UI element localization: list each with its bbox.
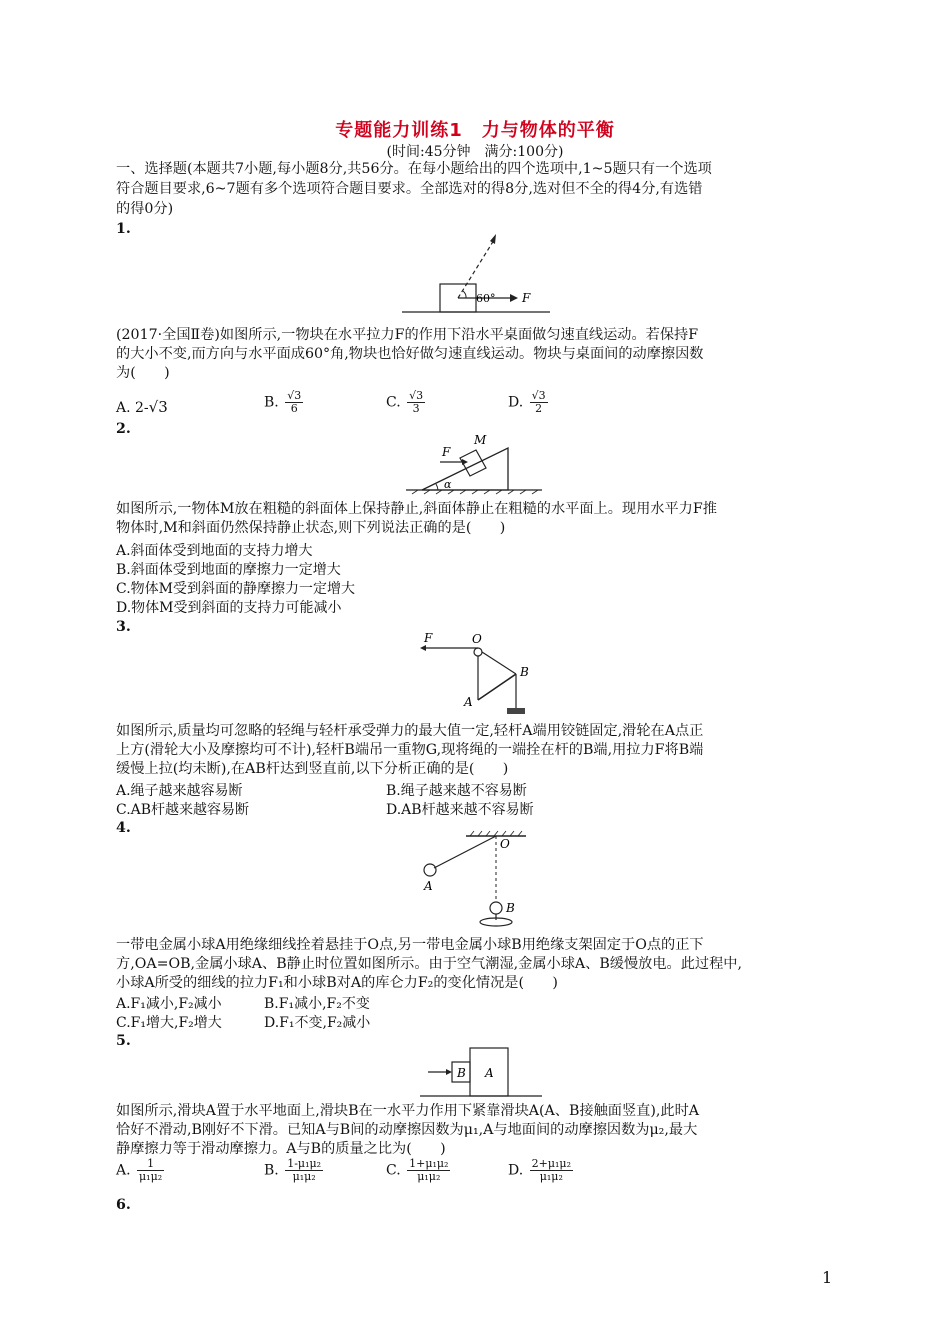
option-d[interactable] [508, 1158, 573, 1183]
option-b[interactable]: B.F₁减小,F₂不变 [264, 996, 370, 1012]
question-text-line: 如图所示,一物体M放在粗糙的斜面体上保持静止,斜面体静止在粗糙的水平面上。现用水平力F推 [116, 501, 717, 517]
figure-q3-pulley-rod [420, 630, 540, 718]
option-d[interactable] [508, 390, 548, 415]
sphere-b [490, 902, 502, 914]
figure-q2-incline [400, 430, 550, 498]
question-number: 4. [116, 820, 131, 836]
option-b[interactable] [264, 390, 303, 415]
page-number: 1 [822, 1268, 833, 1287]
sphere-a [424, 864, 436, 876]
option-prefix: C. [386, 394, 401, 411]
incline-body [422, 448, 508, 490]
fraction-denominator: μ₁μ₂ [539, 1170, 563, 1183]
option-c[interactable]: C.F₁增大,F₂增大 [116, 1015, 222, 1031]
page-subtitle: (时间:45分钟 满分:100分) [386, 144, 564, 160]
option-c[interactable] [386, 1158, 450, 1183]
fraction-numerator: 2+μ₁μ₂ [531, 1157, 571, 1170]
figure-q1-block-on-table [400, 232, 560, 318]
angle-arc [436, 484, 438, 490]
a-label: A [424, 879, 433, 893]
option-prefix: D. [508, 1162, 524, 1179]
option-prefix: A. [116, 1162, 131, 1179]
option-prefix: A. 2- [116, 400, 149, 416]
option-a[interactable] [116, 1158, 164, 1183]
question-number: 3. [116, 619, 131, 635]
question-text-line: 的大小不变,而方向与水平面成60°角,物块也恰好做匀速直线运动。物块与桌面间的动摩擦因数 [116, 346, 704, 362]
question-number: 6. [116, 1197, 131, 1213]
option-c[interactable] [386, 390, 425, 415]
option-d[interactable]: D.F₁不变,F₂减小 [264, 1015, 371, 1031]
force-label: F [424, 631, 433, 645]
question-text-line: 如图所示,质量均可忽略的轻绳与轻杆承受弹力的最大值一定,轻杆A端用铰链固定,滑轮在A点正 [116, 723, 704, 739]
question-text-line: 为( ) [116, 365, 170, 381]
option-d[interactable]: D.物体M受到斜面的支持力可能减小 [116, 600, 342, 616]
question-text-line: 方,OA=OB,金属小球A、B静止时位置如图所示。由于空气潮湿,金属小球A、B缓慢放电。此过程中, [116, 956, 742, 972]
arrowhead [490, 234, 496, 244]
option-prefix: C. [386, 1162, 401, 1179]
option-b[interactable]: B.绳子越来越不容易断 [386, 783, 527, 799]
angle-label: α [444, 478, 452, 491]
option-b[interactable]: B.斜面体受到地面的摩擦力一定增大 [116, 562, 341, 578]
question-number: 2. [116, 421, 131, 437]
fraction-numerator: 1+μ₁μ₂ [409, 1157, 449, 1170]
section-intro-line: 符合题目要求,6~7题有多个选项符合题目要求。全部选对的得8分,选对但不全的得4分,有选错 [116, 181, 703, 197]
fraction-denominator: μ₁μ₂ [139, 1170, 163, 1183]
thread-oa [434, 836, 496, 868]
b-label: B [520, 665, 529, 679]
angle-arc [463, 291, 466, 298]
angle-label: 60° [476, 292, 496, 305]
option-prefix: D. [508, 394, 524, 411]
b-label: B [457, 1066, 466, 1080]
fraction-denominator: μ₁μ₂ [292, 1170, 316, 1183]
option-a[interactable]: A.斜面体受到地面的支持力增大 [116, 543, 313, 559]
fraction-numerator: 1 [137, 1158, 164, 1171]
question-text-line: (2017·全国Ⅱ卷)如图所示,一物块在水平拉力F的作用下沿水平桌面做匀速直线运动。若保持F [116, 327, 699, 343]
fraction-denominator: 6 [290, 402, 298, 415]
fraction-numerator: 1-μ₁μ₂ [287, 1157, 322, 1170]
a-label: A [464, 695, 473, 709]
question-text-line: 小球A所受的细线的拉力F₁和小球B对A的库仑力F₂的变化情况是( ) [116, 975, 558, 991]
mass-label: M [474, 433, 487, 447]
fraction-denominator: 2 [535, 402, 543, 415]
option-a[interactable]: A.绳子越来越容易断 [116, 783, 243, 799]
option-a[interactable]: A.F₁减小,F₂减小 [116, 996, 222, 1012]
option-prefix: B. [264, 1162, 279, 1179]
rod-ab [478, 674, 516, 700]
arrowhead [446, 1069, 452, 1075]
question-text-line: 一带电金属小球A用绝缘细线拴着悬挂于O点,另一带电金属小球B用绝缘支架固定于O点的正下 [116, 937, 704, 953]
question-text-line: 静摩擦力等于滑动摩擦力。A与B的质量之比为( ) [116, 1141, 446, 1157]
arrowhead [510, 294, 518, 302]
fraction-denominator: 3 [412, 402, 420, 415]
o-label: O [472, 632, 482, 646]
fraction-numerator: √3 [409, 389, 424, 402]
o-label: O [500, 837, 510, 851]
rope-to-b [482, 652, 516, 674]
fraction-numerator: √3 [287, 389, 302, 402]
section-intro-line: 一、选择题(本题共7小题,每小题8分,共56分。在每小题给出的四个选项中,1~5题只有一个选项 [116, 161, 712, 177]
force-label: F [442, 445, 451, 459]
question-text-line: 上方(滑轮大小及摩擦均可不计),轻杆B端吊一重物G,现将绳的一端拴在杆的B端,用拉力F将B端 [116, 742, 704, 758]
ceiling-hatch [470, 831, 522, 836]
option-b[interactable] [264, 1158, 323, 1183]
section-intro-line: 的得0分) [116, 201, 174, 217]
fraction-denominator: μ₁μ₂ [417, 1170, 441, 1183]
option-c[interactable]: C.AB杆越来越容易断 [116, 802, 250, 818]
fraction-numerator: √3 [531, 389, 546, 402]
figure-q4-charged-spheres [416, 828, 536, 930]
option-a[interactable] [116, 398, 168, 416]
question-number: 5. [116, 1033, 131, 1049]
option-c[interactable]: C.物体M受到斜面的静摩擦力一定增大 [116, 581, 355, 597]
b-label: B [506, 901, 515, 915]
a-label: A [485, 1066, 494, 1080]
question-number: 1. [116, 221, 131, 237]
figure-q5-blocks [416, 1042, 546, 1100]
option-prefix: B. [264, 394, 279, 411]
sqrt-value: √3 [148, 398, 168, 416]
pulley [474, 648, 482, 656]
arrowhead [462, 459, 468, 465]
question-text-line: 缓慢上拉(均未断),在AB杆达到竖直前,以下分析正确的是( ) [116, 761, 509, 777]
question-text-line: 恰好不滑动,B刚好不下滑。已知A与B间的动摩擦因数为μ₁,A与地面间的动摩擦因数为μ₂,最大 [116, 1122, 698, 1138]
weight-g [507, 708, 525, 714]
question-text-line: 如图所示,滑块A置于水平地面上,滑块B在一水平力作用下紧靠滑块A(A、B接触面竖直),此时A [116, 1103, 699, 1119]
arrowhead [420, 645, 426, 651]
option-d[interactable]: D.AB杆越来越不容易断 [386, 802, 534, 818]
question-text-line: 物体时,M和斜面仍然保持静止状态,则下列说法正确的是( ) [116, 520, 506, 536]
force-label: F [522, 291, 531, 305]
page-title: 专题能力训练1 力与物体的平衡 [335, 120, 615, 141]
